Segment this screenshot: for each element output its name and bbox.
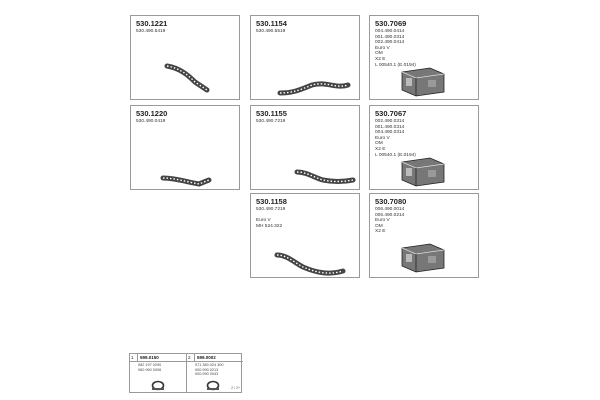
- reference-number: 001.490.0314: [375, 34, 405, 40]
- product-card-530-7069[interactable]: [369, 15, 479, 100]
- product-card-530-1158[interactable]: [250, 193, 360, 278]
- item-number: 2: [187, 354, 195, 361]
- item-number: 1: [130, 354, 138, 361]
- exhaust-pipe-image: [159, 164, 214, 189]
- note-line: L 00540.1 (E.0194): [375, 152, 416, 158]
- reference-list: [256, 119, 285, 125]
- silencer-box-image: [398, 64, 448, 98]
- kit-reference-number: 000.990 0043: [195, 372, 219, 377]
- reference-number: 006.490.0214: [375, 212, 405, 218]
- reference-list: [256, 207, 285, 229]
- engine-code: OM: [375, 223, 383, 229]
- reference-number: 001.490.0314: [375, 124, 405, 130]
- reference-number: 002.490.0414: [375, 40, 405, 46]
- reference-list: [256, 29, 285, 35]
- engine-code: MH 524.322: [256, 223, 283, 229]
- engine-code: OM: [375, 51, 383, 57]
- product-card-530-1220[interactable]: [130, 105, 240, 190]
- reference-list: [136, 119, 165, 125]
- note-line: L 00540.1 (E.0194): [375, 62, 416, 68]
- product-card-530-7080[interactable]: [369, 193, 479, 278]
- part-number: 530.1154: [256, 19, 287, 28]
- kit-reference-list: [195, 363, 224, 377]
- kit-reference-number: 071 380 024 300: [195, 363, 224, 367]
- reference-number: 530.490.7219: [256, 207, 286, 212]
- emission-standard: Euro V: [375, 218, 390, 224]
- exhaust-pipe-image: [276, 71, 356, 101]
- mounting-kit-table: [129, 353, 242, 393]
- part-number: 530.7069: [375, 19, 407, 28]
- variant-code: X2 E: [375, 56, 386, 62]
- reference-number: 004.490.0414: [375, 29, 405, 34]
- product-card-530-1155[interactable]: [250, 105, 360, 190]
- reference-number: 004.490.0314: [375, 130, 405, 136]
- kit-item-header: [187, 354, 243, 362]
- reference-list: [136, 29, 165, 35]
- variant-code: X2 E: [375, 229, 386, 235]
- reference-list: [375, 207, 404, 235]
- product-card-530-1154[interactable]: [250, 15, 360, 100]
- reference-list: [375, 29, 416, 68]
- clamp-image: [150, 380, 166, 391]
- exhaust-pipe-image: [161, 56, 216, 96]
- reference-number: 530.490.7219: [256, 119, 286, 124]
- part-number: 530.1155: [256, 109, 287, 118]
- silencer-box-image: [398, 240, 448, 274]
- part-number: 530.1158: [256, 197, 287, 206]
- emission-standard: Euro V: [375, 135, 390, 141]
- kit-reference-list: [138, 363, 161, 372]
- part-number: 530.7080: [375, 197, 407, 206]
- variant-code: X2 E: [375, 146, 386, 152]
- kit-part-number: 599.0002: [197, 355, 216, 360]
- reference-number: 530.490.0419: [136, 119, 166, 124]
- emission-standard: Euro V: [375, 45, 390, 51]
- kit-quantity: 2 / 2+: [231, 386, 240, 390]
- product-card-530-1221[interactable]: [130, 15, 240, 100]
- kit-reference-number: 082 197 0290: [138, 363, 162, 367]
- part-number: 530.1221: [136, 19, 168, 28]
- kit-item-2[interactable]: [186, 354, 243, 392]
- exhaust-pipe-image: [273, 249, 353, 279]
- product-card-530-7067[interactable]: [369, 105, 479, 190]
- clamp-image: [205, 380, 221, 391]
- emission-standard: Euro V: [256, 218, 271, 224]
- part-number: 530.1220: [136, 109, 168, 118]
- kit-item-1[interactable]: [130, 354, 186, 392]
- reference-number: 530.490.5419: [136, 29, 166, 34]
- exhaust-pipe-image: [291, 162, 361, 190]
- reference-list: [375, 119, 416, 158]
- kit-reference-number: 000.990 0213: [195, 367, 219, 372]
- kit-part-number: 599.0150: [140, 355, 159, 360]
- reference-number: 006.490.0014: [375, 207, 405, 212]
- reference-number: 530.490.5519: [256, 29, 286, 34]
- reference-number: 002.490.0314: [375, 119, 405, 124]
- kit-item-header: [130, 354, 186, 362]
- kit-reference-number: 060 960 0006: [138, 367, 162, 372]
- part-number: 530.7067: [375, 109, 407, 118]
- engine-code: OM: [375, 141, 383, 147]
- silencer-box-image: [398, 154, 448, 188]
